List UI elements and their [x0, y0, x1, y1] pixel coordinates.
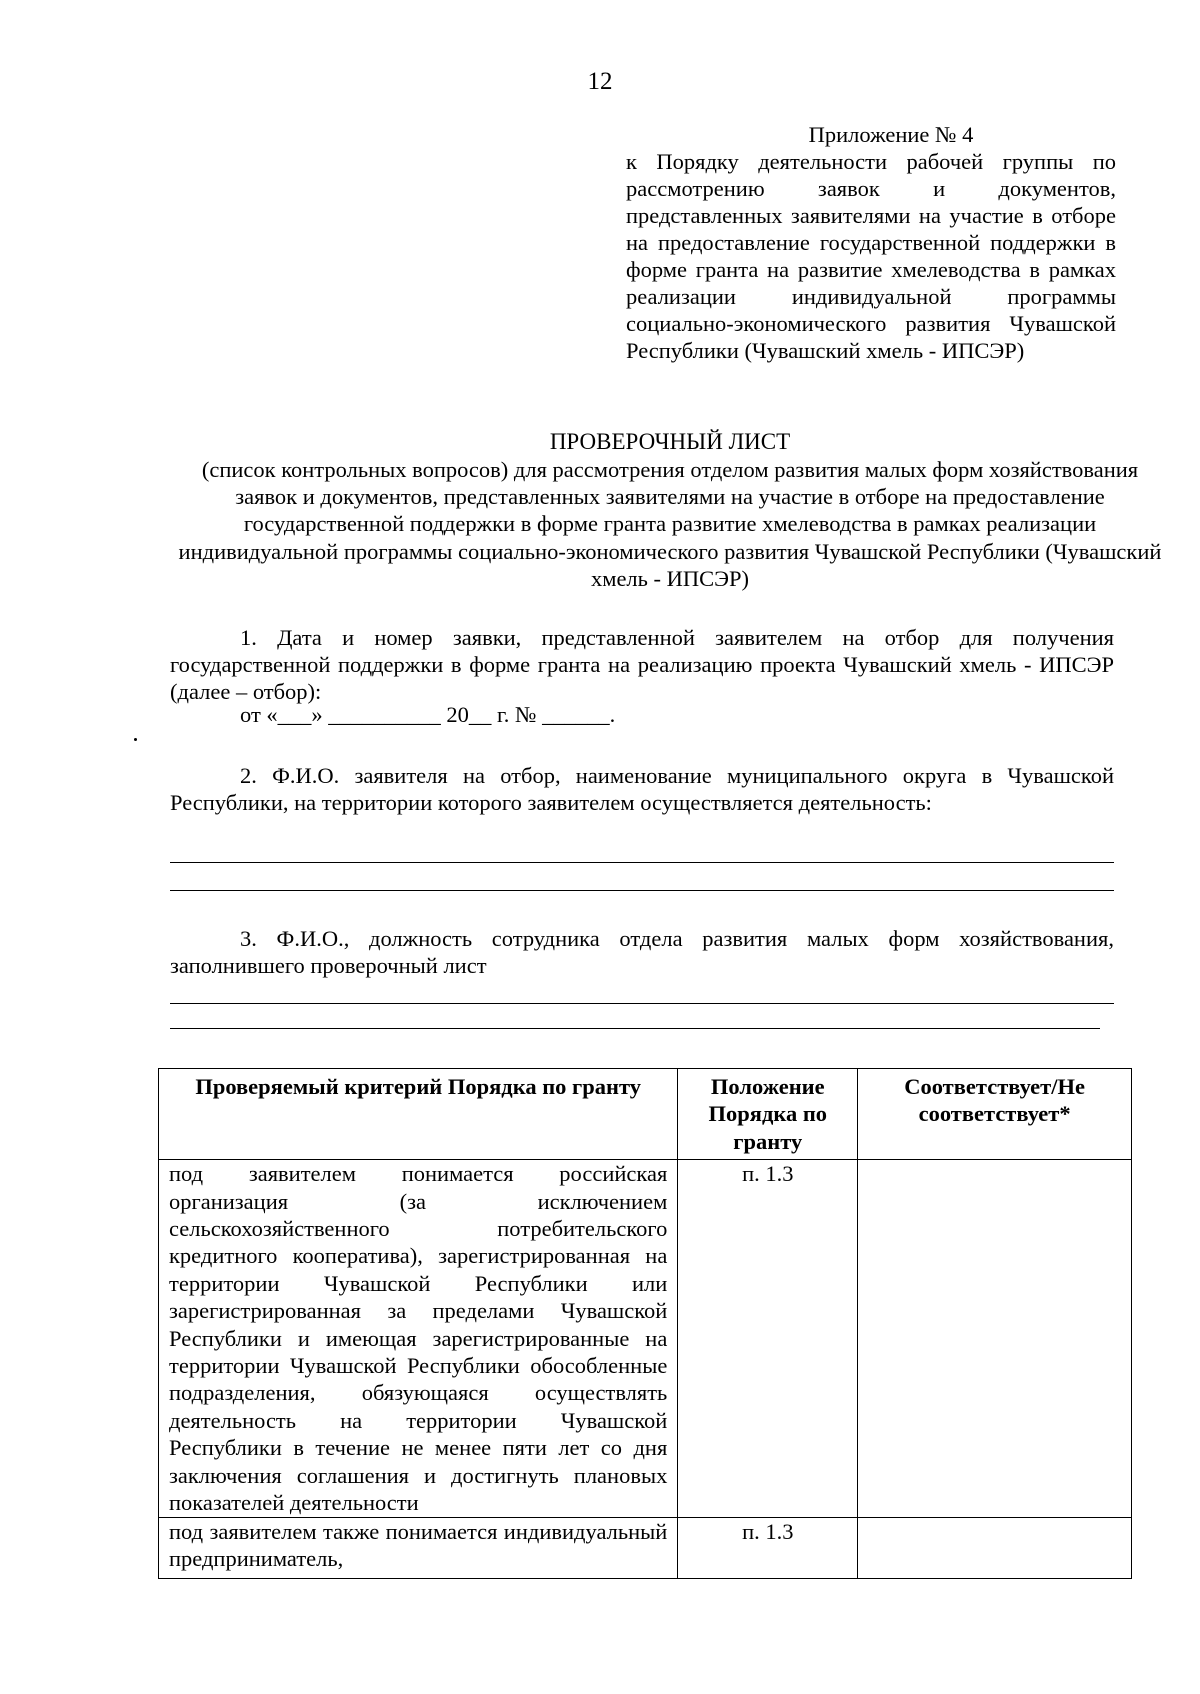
appendix-title: Приложение № 4: [808, 122, 974, 147]
row-compliance: [858, 1160, 1132, 1517]
fill-line-1: [170, 862, 1114, 863]
table-header-row: [159, 1069, 1132, 1160]
appendix-block: [626, 121, 1116, 364]
table-row: [159, 1160, 1132, 1517]
row-criterion: под заявителем также понимается индивидуальный предприниматель,: [169, 1518, 668, 1571]
item-2-text: 2. Ф.И.О. заявителя на отбор, наименование муниципального округа в Чувашской Республики, на территории которого заявителем осуществляется деятельность:: [170, 763, 1114, 815]
page-number: 12: [587, 68, 613, 95]
row-criterion-cell: [159, 1517, 678, 1578]
header-provision: Положение Порядка по гранту: [678, 1069, 858, 1160]
item-3-text: 3. Ф.И.О., должность сотрудника отдела развития малых форм хозяйствования, заполнившего проверочный лист: [170, 926, 1114, 978]
row-criterion: под заявителем понимается российская организация (за исключением сельскохозяйственного потребительского кредитного кооператива), зарегистрированная на территории Чувашской Республики или зарегистрированная за пределами Чувашской Республики и имеющая зарегистрированные на территории Чувашской Республики обособленные подразделения, обязующаяся осуществлять деятельность на территории Чувашской Республики в течение не менее пяти лет со дня заключения соглашения и достигнуть плановых показателей деятельности: [159, 1160, 678, 1517]
header-compliance: Соответствует/Не соответствует*: [858, 1069, 1132, 1160]
fill-line-2: [170, 890, 1114, 891]
fill-line-4: [170, 1028, 1100, 1029]
row-compliance: [858, 1517, 1132, 1578]
appendix-body: к Порядку деятельности рабочей группы по рассмотрению заявок и документов, представленных заявителями на участие в отборе на предоставление государственной поддержки в форме гранта на развитие хмелеводства в рамках реализации индивидуальной программы социально-экономического развития Чувашской Республики (Чувашский хмель - ИПСЭР): [626, 149, 1116, 363]
item-1-text: 1. Дата и номер заявки, представленной заявителем на отбор для получения государственной поддержки в форме гранта на реализацию проекта Чувашский хмель - ИПСЭР (далее – отбор):: [170, 625, 1114, 704]
row-provision: п. 1.3: [678, 1160, 858, 1517]
document-subtitle: (список контрольных вопросов) для рассмотрения отделом развития малых форм хозяйствования заявок и документов, представленных заявителями на участие в отборе на предоставление государственной поддержки в форме гранта развитие хмелеводства в рамках реализации индивидуальной программы социально-экономического развития Чувашской Республики (Чувашский хмель - ИПСЭР): [178, 457, 1162, 591]
margin-mark: [134, 738, 137, 741]
header-criterion: Проверяемый критерий Порядка по гранту: [159, 1069, 678, 1160]
fill-line-3: [170, 1003, 1114, 1004]
row-provision: п. 1.3: [678, 1517, 858, 1578]
document-title: ПРОВЕРОЧНЫЙ ЛИСТ: [549, 429, 791, 454]
criteria-table: [158, 1068, 1132, 1579]
table-row: [159, 1517, 1132, 1578]
item-1-date-line: от «___» __________ 20__ г. № ______.: [240, 702, 616, 727]
